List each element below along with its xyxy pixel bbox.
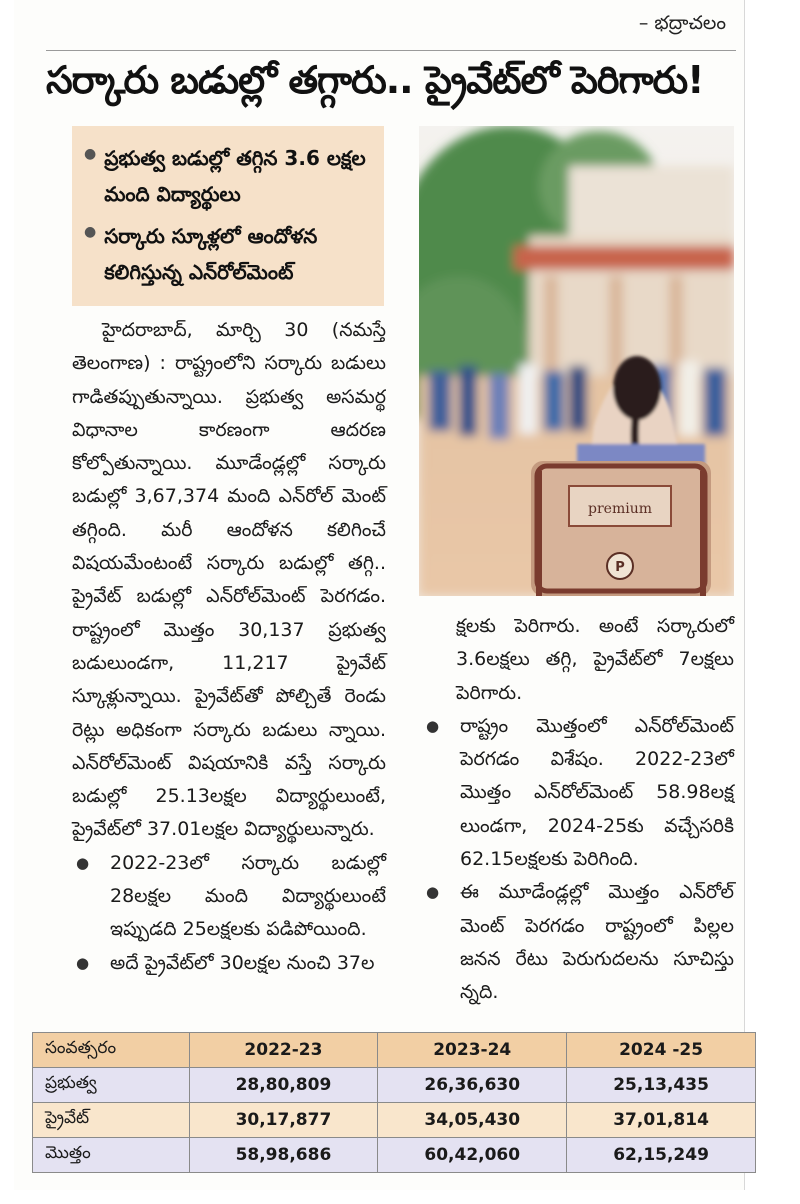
list-item-text: రాష్ట్రం మొత్తంలో ఎన్‌రోల్‌మెంట్‌ పెరగడం విశేషం. 2022-23లో మొత్తం ఎన్‌రోల్‌మెంట్‌ 58.98లక్ష లుండగా, 2024-25కు వచ్చేసరికి 62.15లక్షలకు పెరిగింది. bbox=[460, 714, 734, 871]
dateline: – భద్రాచలం bbox=[638, 12, 726, 34]
enrollment-table bbox=[32, 1032, 756, 1173]
table-row bbox=[33, 1138, 756, 1173]
highlight-item bbox=[84, 218, 372, 290]
headline: సర్కారు బడుల్లో తగ్గారు.. ప్రైవేట్‌లో పెరిగారు! bbox=[46, 58, 704, 102]
list-item-text: అదే ప్రైవేట్‌లో 30లక్షల నుంచి 37ల bbox=[110, 951, 375, 974]
table-cell: 34,05,430 bbox=[378, 1103, 567, 1138]
highlight-item bbox=[84, 140, 372, 212]
bullet-icon: ● bbox=[426, 883, 440, 902]
bullet-icon: ● bbox=[76, 853, 90, 872]
list-item-text: ఈ మూడేండ్లల్లో మొత్తం ఎన్‌రోల్‌ మెంట్‌ పెరగడం రాష్ట్రంలో పిల్లల జనన రేటు పెరుగుదలను సూచిస్తు న్నది. bbox=[460, 881, 734, 1004]
table-cell: 58,98,686 bbox=[189, 1138, 378, 1173]
continuation-text: క్షలకు పెరిగారు. అంటే సర్కారులో 3.6లక్షలు తగ్గి, ప్రైవేట్‌లో 7లక్షలు పెరిగారు. bbox=[456, 615, 734, 704]
highlight-text: ప్రభుత్వ బడుల్లో తగ్గిన 3.6 లక్షల మంది విద్యార్థులు bbox=[104, 146, 366, 206]
list-item-text: 2022-23లో సర్కారు బడుల్లో 28లక్షల మంది విద్యార్థులుంటే ఇప్పుడది 25లక్షలకు పడిపోయింది. bbox=[110, 851, 386, 941]
bullet-icon: ● bbox=[76, 953, 90, 972]
list-item bbox=[422, 710, 734, 876]
header-cell: 2024 -25 bbox=[567, 1033, 756, 1068]
list-item bbox=[422, 876, 734, 1009]
bullet-icon: ● bbox=[84, 146, 97, 162]
table-cell: 62,15,249 bbox=[567, 1138, 756, 1173]
bag-label: premium bbox=[588, 501, 652, 517]
bullet-icon: ● bbox=[84, 224, 97, 240]
table-cell: 60,42,060 bbox=[378, 1138, 567, 1173]
bag-logo: P bbox=[615, 560, 625, 575]
row-label: ప్రైవేట్‌ bbox=[33, 1103, 190, 1138]
article-paragraph: హైదరాబాద్‌, మార్చి 30 (నమస్తే తెలంగాణ) : రాష్ట్రంలోని సర్కారు బడులు గాడితప్పుతున్నాయి. ప్రభుత్వ అసమర్థ విధానాల కారణంగా ఆదరణ కోల్పోతున్నాయి. మూడేండ్లల్లో సర్కారు బడుల్లో 3,67,374 మంది ఎన్‌రోల్‌ మెంట్‌ తగ్గింది. మరీ ఆందోళన కలిగించే విషయమేంటంటే సర్కారు బడుల్లో తగ్గి.. ప్రైవేట్‌ బడుల్లో ఎన్‌రోల్‌మెంట్‌ పెరగడం. రాష్ట్రంలో మొత్తం 30,137 ప్రభుత్వ బడులుండగా, 11,217 ప్రైవేట్‌ స్కూళ్లున్నాయి. ప్రైవేట్‌తో పోల్చితే రెండు రెట్లు అధికంగా సర్కారు బడులు న్నాయి. ఎన్‌రోల్‌మెంట్‌ విషయానికి వస్తే సర్కారు బడుల్లో 25.13లక్షల విద్యార్థులుంటే, ప్రైవేట్‌లో 37.01లక్షల విద్యార్థులున్నారు. bbox=[72, 319, 386, 841]
newspaper-page bbox=[14, 0, 745, 1190]
table-cell: 28,80,809 bbox=[189, 1068, 378, 1103]
top-rule bbox=[46, 50, 736, 51]
row-label: ప్రభుత్వ bbox=[33, 1068, 190, 1103]
table-header-row bbox=[33, 1033, 756, 1068]
article-column-right bbox=[422, 610, 734, 1010]
article-column-left bbox=[72, 314, 386, 980]
list-item bbox=[72, 847, 386, 947]
list-item bbox=[72, 947, 386, 980]
table-row bbox=[33, 1103, 756, 1138]
bullet-icon: ● bbox=[426, 716, 440, 735]
header-cell: సంవత్సరం bbox=[33, 1033, 190, 1068]
table-cell: 37,01,814 bbox=[567, 1103, 756, 1138]
header-cell: 2022-23 bbox=[189, 1033, 378, 1068]
header-cell: 2023-24 bbox=[378, 1033, 567, 1068]
highlight-text: సర్కారు స్కూళ్లలో ఆందోళన కలిగిస్తున్న ఎన్‌రోల్‌మెంట్ bbox=[104, 224, 318, 284]
row-label: మొత్తం bbox=[33, 1138, 190, 1173]
table-row bbox=[33, 1068, 756, 1103]
highlights-box bbox=[72, 126, 384, 306]
table-cell: 26,36,630 bbox=[378, 1068, 567, 1103]
table-cell: 25,13,435 bbox=[567, 1068, 756, 1103]
article-photo bbox=[419, 126, 734, 596]
table-cell: 30,17,877 bbox=[189, 1103, 378, 1138]
